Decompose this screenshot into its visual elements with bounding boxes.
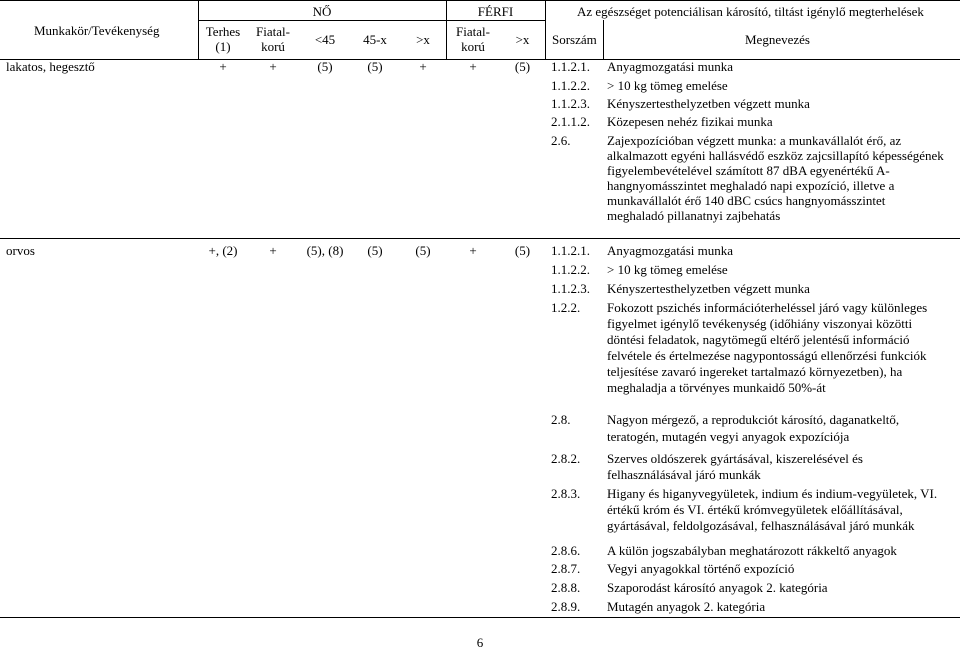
- hazard-name-line: Higany és higanyvegyületek, indium és indium-vegyületek, VI.: [607, 486, 938, 501]
- header-male-gtx: >x: [515, 32, 530, 47]
- hazard-code: 1.1.2.2.: [551, 262, 590, 277]
- header-hazard-name: Megnevezés: [745, 32, 810, 47]
- row-value-female-45x: (5): [367, 243, 383, 258]
- header-male-group: FÉRFI: [477, 4, 514, 19]
- row-value-female-gtx: +: [419, 59, 427, 74]
- hazard-code: 2.8.9.: [551, 599, 581, 614]
- hazard-name: Anyagmozgatási munka: [607, 243, 733, 258]
- row-value-male-young: +: [469, 59, 477, 74]
- hazard-name-line: figyelmet igénylő tevékenység (időhiány viszonyai közötti: [607, 316, 913, 331]
- header-female-lt45: <45: [314, 32, 336, 47]
- hazard-code: 2.8.: [551, 412, 571, 427]
- header-job: Munkakör/Tevékenység: [34, 23, 160, 38]
- hazard-name-line: Szerves oldószerek gyártásával, kiszerelésével és: [607, 451, 863, 466]
- row-value-male-gtx: (5): [514, 59, 531, 74]
- hazard-name-line: felvétele és értelmezése nagypontosságú ellenőrzési funkciók: [607, 348, 927, 363]
- hazard-name-line: teratogén, mutagén vegyi anyagok expozíciója: [607, 429, 850, 444]
- hazard-name-line: értékű króm és VI. értékű krómvegyületek előállításával,: [607, 502, 903, 517]
- hazard-code: 2.6.: [551, 133, 571, 148]
- row-value-female-young: +: [269, 59, 277, 74]
- row-value-female-young: +: [269, 243, 277, 258]
- hazard-name-line: Zajexpozícióban végzett munka: a munkavállalót érő, az: [607, 133, 902, 148]
- hazard-code: 1.2.2.: [551, 300, 581, 315]
- row-value-pregnant: +: [219, 59, 227, 74]
- header-hazard-group: Az egészséget potenciálisan károsító, tiltást igénylő megterhelések: [577, 4, 924, 19]
- row-value-male-gtx: (5): [514, 243, 531, 258]
- hazard-name: > 10 kg tömeg emelése: [607, 78, 728, 93]
- hazard-name-line: Fokozott pszichés információterheléssel járó vagy különleges: [607, 300, 928, 315]
- hazard-name: Szaporodást károsító anyagok 2. kategória: [607, 580, 828, 595]
- hazard-code: 2.1.1.2.: [551, 114, 590, 129]
- header-subdivider: [198, 20, 545, 21]
- row-value-pregnant: +, (2): [208, 243, 238, 258]
- page-number: 6: [476, 635, 484, 650]
- row-value-female-gtx: (5): [415, 243, 431, 258]
- hazard-name: Anyagmozgatási munka: [607, 59, 733, 74]
- hazard-name-line: meghaladja a törvényes munkaidő 50%-át: [607, 380, 826, 395]
- hazard-code: 1.1.2.3.: [551, 281, 590, 296]
- hazard-code: 2.8.8.: [551, 580, 581, 595]
- hazard-name-line: gyártásával, feldolgozásával, felhasználásával járó munkák: [607, 518, 915, 533]
- header-female-pregnant-note: (1): [215, 39, 231, 54]
- hazard-name-line: Nagyon mérgező, a reprodukciót károsító, daganatkeltő,: [607, 412, 900, 427]
- table-bottom-border: [0, 617, 960, 618]
- hazard-name: Mutagén anyagok 2. kategória: [607, 599, 766, 614]
- row-job: orvos: [6, 243, 35, 258]
- hazard-code: 2.8.6.: [551, 543, 581, 558]
- hazard-name-line: munkavállalót érő 140 dBC csúcs hangnyomásszintet: [607, 193, 886, 208]
- table-top-border: [0, 0, 960, 1]
- hazard-name-line: teljesítése zavaró ingereket tartalmazó környezetben), ha: [607, 364, 903, 379]
- hazard-name-line: figyelembevételével számított 87 dBA egyenértékű A-: [607, 163, 890, 178]
- header-female-pregnant: Terhes: [205, 24, 241, 39]
- header-female-group: NŐ: [312, 4, 332, 19]
- header-female-young-2: korú: [261, 39, 285, 54]
- hazard-name: Kényszertesthelyzetben végzett munka: [607, 96, 810, 111]
- row-job: lakatos, hegesztő: [6, 59, 95, 74]
- hazard-name: Kényszertesthelyzetben végzett munka: [607, 281, 810, 296]
- hazard-code: 2.8.7.: [551, 561, 581, 576]
- header-male-young-2: korú: [461, 39, 485, 54]
- row-value-male-young: +: [469, 243, 477, 258]
- header-divider-code: [603, 20, 604, 59]
- hazard-name: A külön jogszabályban meghatározott rákkeltő anyagok: [607, 543, 897, 558]
- hazard-code: 1.1.2.2.: [551, 78, 590, 93]
- row-value-female-lt45: (5): [317, 59, 333, 74]
- header-divider-male: [545, 0, 546, 59]
- header-female-young: Fiatal-: [256, 24, 290, 39]
- header-male-young: Fiatal-: [456, 24, 490, 39]
- hazard-code: 1.1.2.1.: [551, 243, 590, 258]
- hazard-code: 2.8.2.: [551, 451, 581, 466]
- hazard-name-line: felhasználásával járó munkák: [607, 467, 761, 482]
- row-value-female-45x: (5): [367, 59, 383, 74]
- hazard-name: Közepesen nehéz fizikai munka: [607, 114, 773, 129]
- hazard-name-line: döntési feladatok, nagytömegű eltérő jelentésű információ: [607, 332, 910, 347]
- row-separator: [0, 238, 960, 239]
- hazard-code: 1.1.2.1.: [551, 59, 590, 74]
- hazard-code: 2.8.3.: [551, 486, 581, 501]
- header-female-gtx: >x: [416, 32, 430, 47]
- hazard-code: 1.1.2.3.: [551, 96, 590, 111]
- hazard-name-line: alkalmazott egyéni hallásvédő eszköz zajcsillapító képességének: [607, 148, 944, 163]
- hazard-name: Vegyi anyagokkal történő expozíció: [607, 561, 795, 576]
- row-value-female-lt45: (5), (8): [306, 243, 344, 258]
- header-female-45x: 45-x: [363, 32, 387, 47]
- hazard-name-line: meghaladó pillanatnyi zajbehatás: [607, 208, 781, 223]
- header-hazard-code: Sorszám: [552, 32, 597, 47]
- hazard-name-line: hangnyomásszintet meghaladó napi expozíció, illetve a: [607, 178, 895, 193]
- hazard-name: > 10 kg tömeg emelése: [607, 262, 728, 277]
